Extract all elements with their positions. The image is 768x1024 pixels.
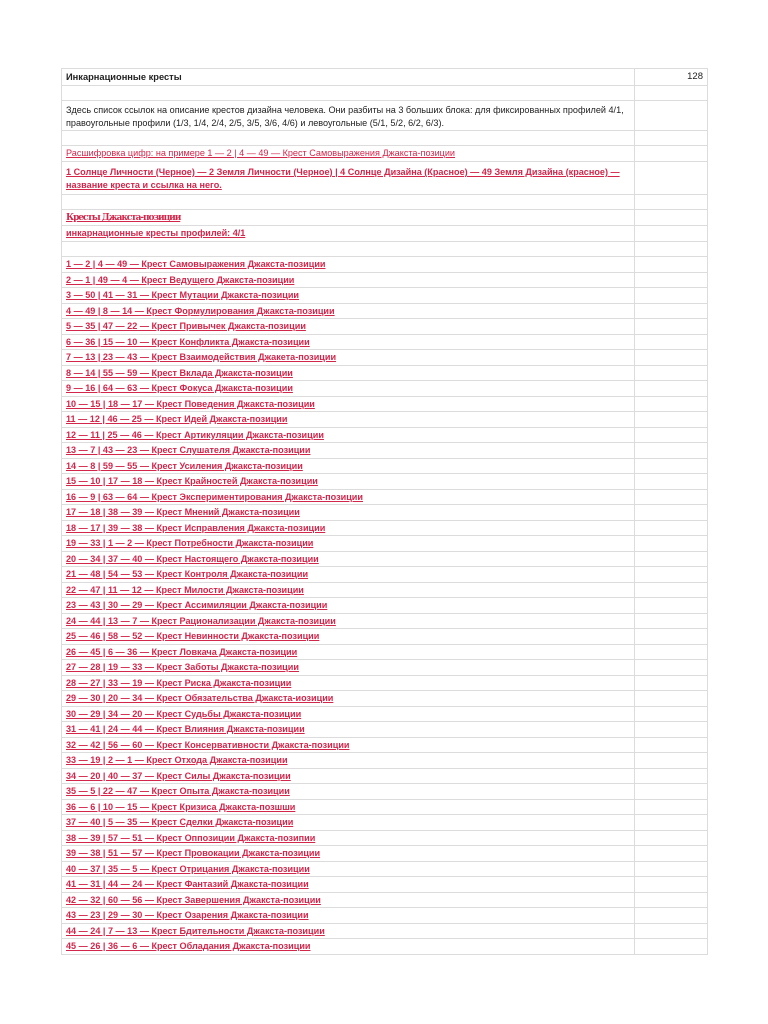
cross-link[interactable]: 38 — 39 | 57 — 51 — Крест Оппозиции Джакста-позипии [66,832,316,843]
cross-link[interactable]: 43 — 23 | 29 — 30 — Крест Озарения Джакста-позиции [66,910,309,920]
table-row [62,660,707,676]
legend-row [62,162,707,195]
decoding-link[interactable]: Расшифровка цифр: на примере 1 — 2 | 4 — 49 — Крест Самовыражения Джакста-позиции [66,148,456,158]
table-row [62,629,707,645]
cross-link[interactable]: 29 — 30 | 20 — 34 — Крест Обязательства Джакста-иозиции [66,693,334,703]
cross-link[interactable]: 1 — 2 | 4 — 49 — Крест Самовыражения Джакста-позиции [66,259,326,269]
section-heading-link[interactable]: Кресты Джакста-позиции [66,213,181,223]
table-row [62,753,707,769]
cross-link[interactable]: 21 — 48 | 54 — 53 — Крест Контроля Джакста-позиции [66,569,309,579]
table-row [62,598,707,614]
table-row [62,924,707,940]
cross-link[interactable]: 44 — 24 | 7 — 13 — Крест Бдительности Джакста-позиции [66,925,325,936]
table-row [62,893,707,909]
table-row [62,738,707,754]
cross-link[interactable]: 5 — 35 | 47 — 22 — Крест Привычек Джакста-позиции [66,321,306,331]
cross-link[interactable]: 15 — 10 | 17 — 18 — Крест Крайностей Джакста-позиции [66,476,318,486]
table-row [62,583,707,599]
cross-link[interactable]: 3 — 50 | 41 — 31 — Крест Мутации Джакста-позиции [66,290,300,300]
table-row [62,707,707,723]
table-row [62,691,707,707]
blank-row [62,242,707,257]
table-row [62,381,707,397]
table-row [62,319,707,335]
table-row [62,459,707,475]
blank-row [62,86,707,101]
cross-link[interactable]: 10 — 15 | 18 — 17 — Крест Поведения Джакста-позиции [66,398,315,409]
profile-heading-row [62,226,707,242]
cross-link[interactable]: 41 — 31 | 44 — 24 — Крест Фантазий Джакста-позиции [66,879,309,889]
table-row [62,831,707,847]
cross-link[interactable]: 30 — 29 | 34 — 20 — Крест Судьбы Джакста-позиции [66,708,302,719]
table-row [62,521,707,537]
cross-link[interactable]: 33 — 19 | 2 — 1 — Крест Отхода Джакста-позиции [66,755,288,765]
cross-link[interactable]: 8 — 14 | 55 — 59 — Крест Вклада Джакста-позиции [66,367,293,378]
cross-list [62,257,707,955]
cross-link[interactable]: 13 — 7 | 43 — 23 — Крест Слушателя Джакста-позиции [66,445,311,455]
cross-link[interactable]: 34 — 20 | 40 — 37 — Крест Силы Джакста-позиции [66,770,291,781]
spreadsheet-page [61,68,706,955]
table-row [62,722,707,738]
cross-link[interactable]: 31 — 41 | 24 — 44 — Крест Влияния Джакста-позиции [66,724,305,734]
table-row [62,939,707,955]
table-row [62,412,707,428]
cross-link[interactable]: 39 — 38 | 51 — 57 — Крест Провокации Джакста-позиции [66,848,321,858]
table-row [62,614,707,630]
cross-link[interactable]: 28 — 27 | 33 — 19 — Крест Риска Джакста-позиции [66,677,292,688]
intro-row [62,101,707,131]
table-row [62,645,707,661]
table-row [62,428,707,444]
table-row [62,552,707,568]
cross-link[interactable]: 7 — 13 | 23 — 43 — Крест Взаимодействия Джакета-позиции [66,352,337,362]
cross-link[interactable]: 24 — 44 | 13 — 7 — Крест Рационализации Джакста-позиции [66,615,336,626]
cross-link[interactable]: 36 — 6 | 10 — 15 — Крест Кризиса Джакста-позшши [66,801,296,812]
table-row [62,335,707,351]
table-row [62,505,707,521]
cross-link[interactable]: 19 — 33 | 1 — 2 — Крест Потребности Джакста-позиции [66,538,314,548]
cross-link[interactable]: 9 — 16 | 64 — 63 — Крест Фокуса Джакста-позиции [66,383,293,393]
cell-grid [61,68,708,955]
cross-link[interactable]: 26 — 45 | 6 — 36 — Крест Ловкача Джакста-позиции [66,646,298,657]
intro-paragraph: Здесь список ссылок на описание крестов дизайна человека. Они разбиты на 3 больших блока: для фиксированных профилей 4/1, правоугольные профили (1/3, 1/4, 2/4, 2/5, 3/5, 3/6, 4/6) и левоугольные (5/1, 5/2, 6/2, 6/3). [66,105,624,128]
blank-row [62,195,707,210]
cross-link[interactable]: 42 — 32 | 60 — 56 — Крест Завершения Джакста-позиции [66,894,321,905]
cross-link[interactable]: 18 — 17 | 39 — 38 — Крест Исправления Джакста-позиции [66,522,326,533]
cross-link[interactable]: 23 — 43 | 30 — 29 — Крест Ассимиляции Джакста-позиции [66,600,328,610]
cross-link[interactable]: 6 — 36 | 15 — 10 — Крест Конфликта Джакста-позиции [66,336,310,347]
table-row [62,490,707,506]
cross-link[interactable]: 45 — 26 | 36 — 6 — Крест Обладания Джакста-позиции [66,941,311,951]
table-row [62,474,707,490]
cross-link[interactable]: 25 — 46 | 58 — 52 — Крест Невинности Джакста-позиции [66,631,320,641]
table-row [62,366,707,382]
table-row [62,397,707,413]
table-row [62,350,707,366]
page-title: Инкарнационные кресты [66,72,182,82]
table-row [62,257,707,273]
table-row [62,846,707,862]
table-row [62,567,707,583]
table-row [62,815,707,831]
cross-link[interactable]: 17 — 18 | 38 — 39 — Крест Мнений Джакста-позиции [66,507,300,517]
table-row [62,273,707,289]
table-row [62,443,707,459]
table-row [62,769,707,785]
decoding-row [62,146,707,162]
table-row [62,862,707,878]
table-row [62,536,707,552]
blank-row [62,131,707,146]
table-row [62,784,707,800]
table-row [62,304,707,320]
legend-link[interactable]: 1 Солнце Личности (Черное) — 2 Земля Личности (Черное) | 4 Солнце Дизайна (Красное) — 49 Земля Дизайна (красное) — название креста и ссылка на него. [66,167,620,190]
cross-link[interactable]: 20 — 34 | 37 — 40 — Крест Настоящего Джакста-позиции [66,553,319,564]
cross-link[interactable]: 37 — 40 | 5 — 35 — Крест Сделки Джакста-позиции [66,817,294,827]
table-row [62,908,707,924]
section-heading-row [62,210,707,226]
cross-link[interactable]: 27 — 28 | 19 — 33 — Крест Заботы Джакста-позиции [66,662,299,672]
cross-link[interactable]: 2 — 1 | 49 — 4 — Крест Ведущего Джакста-позиции [66,274,295,285]
cross-link[interactable]: 4 — 49 | 8 — 14 — Крест Формулирования Джакста-позиции [66,305,335,316]
table-row [62,800,707,816]
cross-link[interactable]: 11 — 12 | 46 — 25 — Крест Идей Джакста-позиции [66,414,288,424]
table-row [62,676,707,692]
profile-heading-link[interactable]: инкарнационные кресты профилей: 4/1 [66,228,246,238]
cross-link[interactable]: 40 — 37 | 35 — 5 — Крест Отрицания Джакста-позиции [66,863,310,874]
title-row [62,69,707,86]
table-row [62,288,707,304]
cross-link[interactable]: 32 — 42 | 56 — 60 — Крест Консервативности Джакста-позиции [66,739,350,750]
cross-link[interactable]: 35 — 5 | 22 — 47 — Крест Опыта Джакста-позиции [66,786,290,796]
cross-link[interactable]: 22 — 47 | 11 — 12 — Крест Милости Джакста-позиции [66,584,304,595]
cross-link[interactable]: 14 — 8 | 59 — 55 — Крест Усиления Джакста-позиции [66,460,303,471]
table-row [62,877,707,893]
cross-link[interactable]: 16 — 9 | 63 — 64 — Крест Экспериментирования Джакста-позиции [66,491,363,502]
cross-link[interactable]: 12 — 11 | 25 — 46 — Крест Артикуляции Джакста-позиции [66,429,324,440]
page-number: 128 [687,71,703,82]
